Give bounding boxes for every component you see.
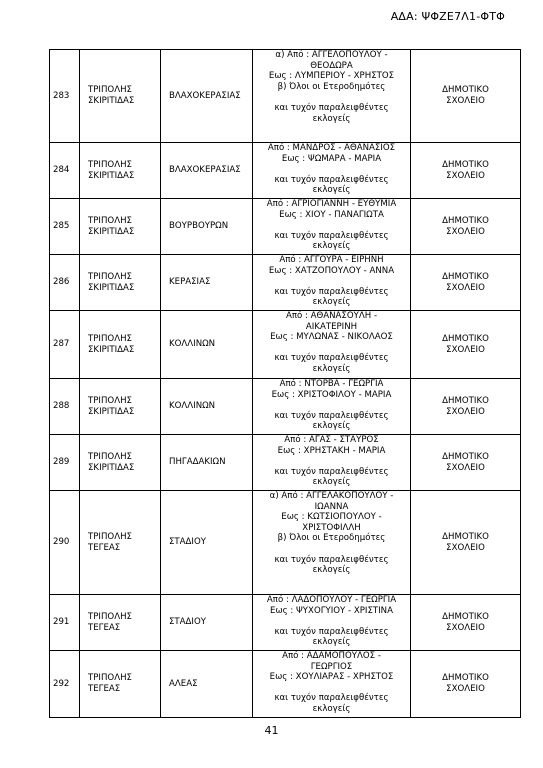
voter-range-cell [253, 143, 411, 199]
voter-range-line: Εως : ΧΡΙΣΤΟΦΙΛΟΥ - ΜΑΡΙΑ [271, 389, 392, 400]
table-row [50, 379, 521, 435]
voter-range-line: Από : ΑΘΑΝΑΣΟΥΛΗ - [285, 311, 378, 321]
polling-place-line: ΣΧΟΛΕΙΟ [446, 622, 485, 633]
voter-range-line: Εως : ΚΩΤΣΙΟΠΟΥΛΟΥ - [281, 512, 382, 523]
community-cell: ΚΕΡΑΣΙΑΣ [161, 255, 253, 311]
polling-place-line: ΔΗΜΟΤΙΚΟ [442, 395, 489, 406]
voter-range-line: Από : ΛΑΔΟΠΟΥΛΟΥ - ΓΕΩΡΓΙΑ [266, 595, 397, 605]
community-cell: ΒΛΑΧΟΚΕΡΑΣΙΑΣ [161, 143, 253, 199]
voter-range-line: Από : ΜΑΝΔΡΟΣ - ΑΘΑΝΑΣΙΟΣ [267, 143, 396, 153]
voter-range-line: Από : ΑΓΓΟΥΡΑ - ΕΙΡΗΝΗ [279, 255, 384, 265]
table-row [50, 435, 521, 491]
polling-place-line: ΣΧΟΛΕΙΟ [446, 684, 485, 694]
table-body [50, 50, 521, 718]
polling-place-cell [411, 595, 521, 651]
community-cell: ΒΛΑΧΟΚΕΡΑΣΙΑΣ [161, 50, 253, 143]
polling-place-line: ΣΧΟΛΕΙΟ [446, 344, 485, 355]
polling-place-line: ΔΗΜΟΤΙΚΟ [442, 673, 489, 684]
municipality-line: ΤΡΙΠΟΛΗΣ [88, 271, 132, 282]
municipality-line: ΣΚΙΡΙΤΙΔΑΣ [88, 282, 135, 293]
polling-place-cell [411, 311, 521, 379]
row-number: 286 [50, 255, 80, 311]
voter-range-line: και τυχόν παραλειφθέντες [274, 230, 389, 241]
municipality-line: ΣΚΙΡΙΤΙΔΑΣ [88, 462, 135, 473]
spacer [255, 92, 408, 103]
municipality-line: ΤΡΙΠΟΛΗΣ [88, 451, 132, 462]
municipality-line: ΣΚΙΡΙΤΙΔΑΣ [88, 96, 135, 106]
polling-place-line: ΣΧΟΛΕΙΟ [446, 542, 485, 553]
spacer [255, 544, 408, 555]
voter-range-line: ΘΕΟΔΩΡΑ [310, 60, 353, 71]
spacer [255, 276, 408, 287]
voter-range-line: ΓΕΩΡΓΙΟΣ [310, 661, 353, 672]
spacer [255, 456, 408, 467]
voter-range-line: α) Από : ΑΓΓΕΛΑΚΟΠΟΥΛΟΥ - [269, 491, 394, 501]
municipality-line: ΣΚΙΡΙΤΙΔΑΣ [88, 406, 135, 417]
table-row [50, 491, 521, 595]
voter-range-line: Εως : ΧΙΟΥ - ΠΑΝΑΓΙΩΤΑ [279, 209, 384, 220]
community-cell: ΒΟΥΡΒΟΥΡΩΝ [161, 199, 253, 255]
municipality-line: ΣΚΙΡΙΤΙΔΑΣ [88, 226, 135, 237]
voter-range-cell [253, 595, 411, 651]
spacer [255, 683, 408, 694]
municipality-line: ΤΡΙΠΟΛΗΣ [88, 531, 132, 542]
voter-range-line: εκλογείς [312, 421, 351, 432]
voter-range-line: και τυχόν παραλειφθέντες [274, 626, 389, 637]
spacer [255, 616, 408, 627]
spacer [255, 164, 408, 175]
voter-range-line: και τυχόν παραλειφθέντες [274, 353, 389, 364]
voter-range-line: εκλογείς [312, 363, 351, 374]
voter-range-line: ΧΡΙΣΤΟΦΙΛΛΗ [302, 522, 361, 533]
table-row [50, 199, 521, 255]
page-number: 41 [264, 724, 279, 737]
voter-range-cell [253, 50, 411, 143]
voter-range-line: β) Όλοι οι Ετεροδημότες [277, 81, 386, 92]
voter-range-line: εκλογείς [312, 477, 351, 488]
ada-code: ΑΔΑ: ΨΦΖΕ7Λ1-ΦΤΦ [390, 10, 505, 23]
municipality-line: ΤΕΓΕΑΣ [88, 622, 121, 633]
voter-range-line: Από : ΑΔΑΜΟΠΟΥΛΟΣ - [282, 651, 381, 661]
polling-place-line: ΔΗΜΟΤΙΚΟ [442, 451, 489, 462]
row-number: 285 [50, 199, 80, 255]
voter-range-cell [253, 379, 411, 435]
polling-place-line: ΣΧΟΛΕΙΟ [446, 406, 485, 417]
table-row [50, 651, 521, 718]
municipality-line: ΤΡΙΠΟΛΗΣ [88, 215, 132, 226]
municipality-cell [80, 199, 161, 255]
municipality-line: ΤΡΙΠΟΛΗΣ [88, 395, 132, 406]
polling-place-cell [411, 435, 521, 491]
polling-place-line: ΔΗΜΟΤΙΚΟ [442, 611, 489, 622]
voter-range-cell [253, 255, 411, 311]
polling-place-line: ΣΧΟΛΕΙΟ [446, 462, 485, 473]
spacer [255, 343, 408, 354]
voter-range-line: Εως : ΧΡΗΣΤΑΚΗ - ΜΑΡΙΑ [277, 445, 386, 456]
voter-range-line: και τυχόν παραλειφθέντες [274, 174, 389, 185]
voter-range-line: και τυχόν παραλειφθέντες [274, 286, 389, 297]
voter-range-line: και τυχόν παραλειφθέντες [274, 466, 389, 477]
municipality-line: ΤΡΙΠΟΛΗΣ [88, 85, 132, 96]
community-cell: ΠΗΓΑΔΑΚΙΩΝ [161, 435, 253, 491]
community-cell: ΣΤΑΔΙΟΥ [161, 491, 253, 595]
municipality-line: ΤΡΙΠΟΛΗΣ [88, 159, 132, 170]
voter-range-cell [253, 199, 411, 255]
municipality-line: ΣΚΙΡΙΤΙΔΑΣ [88, 170, 135, 181]
voter-range-line: εκλογείς [312, 297, 351, 308]
voter-range-line: και τυχόν παραλειφθέντες [274, 102, 389, 113]
community-cell: ΚΟΛΛΙΝΩΝ [161, 311, 253, 379]
row-number: 287 [50, 311, 80, 379]
polling-place-line: ΔΗΜΟΤΙΚΟ [442, 215, 489, 226]
row-number: 284 [50, 143, 80, 199]
municipality-cell [80, 143, 161, 199]
voter-range-line: Από : ΑΓΑΣ - ΣΤΑΥΡΟΣ [284, 435, 379, 445]
municipality-cell [80, 491, 161, 595]
row-number: 292 [50, 651, 80, 718]
polling-place-line: ΣΧΟΛΕΙΟ [446, 282, 485, 293]
voter-range-line: Εως : ΨΥΧΟΓΥΙΟΥ - ΧΡΙΣΤΙΝΑ [270, 605, 393, 616]
row-number: 288 [50, 379, 80, 435]
polling-place-cell [411, 199, 521, 255]
polling-place-line: ΔΗΜΟΤΙΚΟ [442, 159, 489, 170]
municipality-line: ΤΕΓΕΑΣ [88, 542, 121, 553]
voter-range-line: β) Όλοι οι Ετεροδημότες [277, 533, 386, 544]
voter-range-cell [253, 491, 411, 595]
polling-place-cell [411, 491, 521, 595]
voter-range-line: Εως : ΨΩΜΑΡΑ - ΜΑΡΙΑ [281, 153, 382, 164]
municipality-line: ΤΡΙΠΟΛΗΣ [88, 333, 132, 344]
row-number: 290 [50, 491, 80, 595]
voter-range-line: εκλογείς [312, 637, 351, 648]
polling-place-cell [411, 379, 521, 435]
polling-place-cell [411, 651, 521, 718]
polling-place-line: ΔΗΜΟΤΙΚΟ [442, 531, 489, 542]
municipality-cell [80, 435, 161, 491]
voter-range-line: εκλογείς [312, 113, 351, 124]
municipality-cell [80, 50, 161, 143]
spacer [255, 220, 408, 231]
community-cell: ΑΛΕΑΣ [161, 651, 253, 718]
polling-place-cell [411, 50, 521, 143]
municipality-cell [80, 311, 161, 379]
voter-range-line: Εως : ΜΥΛΩΝΑΣ - ΝΙΚΟΛΑΟΣ [270, 332, 393, 343]
community-cell: ΣΤΑΔΙΟΥ [161, 595, 253, 651]
table-row [50, 255, 521, 311]
municipality-line: ΣΚΙΡΙΤΙΔΑΣ [88, 344, 135, 355]
row-number: 289 [50, 435, 80, 491]
polling-place-cell [411, 255, 521, 311]
polling-place-line: ΔΗΜΟΤΙΚΟ [442, 333, 489, 344]
row-number: 283 [50, 50, 80, 143]
row-number: 291 [50, 595, 80, 651]
voter-range-cell [253, 311, 411, 379]
municipality-cell [80, 595, 161, 651]
voter-range-line: και τυχόν παραλειφθέντες [274, 554, 389, 565]
municipality-cell [80, 651, 161, 718]
polling-place-line: ΣΧΟΛΕΙΟ [446, 170, 485, 181]
voter-range-line: Εως : ΛΥΜΠΕΡΙΟΥ - ΧΡΗΣΤΟΣ [268, 71, 395, 82]
voter-range-line: και τυχόν παραλειφθέντες [274, 410, 389, 421]
municipality-line: ΤΡΙΠΟΛΗΣ [88, 673, 132, 684]
table-row [50, 143, 521, 199]
voter-range-line: εκλογείς [312, 241, 351, 252]
table-row [50, 311, 521, 379]
polling-place-line: ΣΧΟΛΕΙΟ [446, 226, 485, 237]
voter-range-line: εκλογείς [312, 185, 351, 196]
voter-range-line: εκλογείς [312, 703, 351, 714]
municipality-line: ΤΕΓΕΑΣ [88, 684, 121, 694]
voter-range-line: Εως : ΧΟΥΛΙΑΡΑΣ - ΧΡΗΣΤΟΣ [269, 672, 394, 683]
municipality-cell [80, 379, 161, 435]
polling-place-line: ΔΗΜΟΤΙΚΟ [442, 85, 489, 96]
table-row [50, 50, 521, 143]
polling-place-line: ΣΧΟΛΕΙΟ [446, 96, 485, 106]
voter-range-line: και τυχόν παραλειφθέντες [274, 693, 389, 704]
voter-range-line: Εως : ΧΑΤΖΟΠΟΥΛΟΥ - ΑΝΝΑ [268, 265, 395, 276]
table-row [50, 595, 521, 651]
voter-range-line: ΙΩΑΝΝΑ [314, 501, 349, 512]
spacer [255, 400, 408, 411]
polling-place-line: ΔΗΜΟΤΙΚΟ [442, 271, 489, 282]
polling-place-cell [411, 143, 521, 199]
municipality-line: ΤΡΙΠΟΛΗΣ [88, 611, 132, 622]
voter-range-cell [253, 435, 411, 491]
municipality-cell [80, 255, 161, 311]
voter-range-line: ΑΙΚΑΤΕΡΙΝΗ [305, 321, 358, 332]
voter-range-cell [253, 651, 411, 718]
voter-range-line: εκλογείς [312, 565, 351, 576]
voter-range-line: Από : ΝΤΟΡΒΑ - ΓΕΩΡΓΙΑ [279, 379, 384, 389]
polling-stations-table [49, 49, 521, 718]
voter-range-line: α) Από : ΑΓΓΕΛΟΠΟΥΛΟΥ - [275, 50, 388, 60]
voter-range-line: Από : ΑΓΡΙΟΓΙΑΝΝΗ - ΕΥΘΥΜΙΑ [266, 199, 397, 209]
community-cell: ΚΟΛΛΙΝΩΝ [161, 379, 253, 435]
